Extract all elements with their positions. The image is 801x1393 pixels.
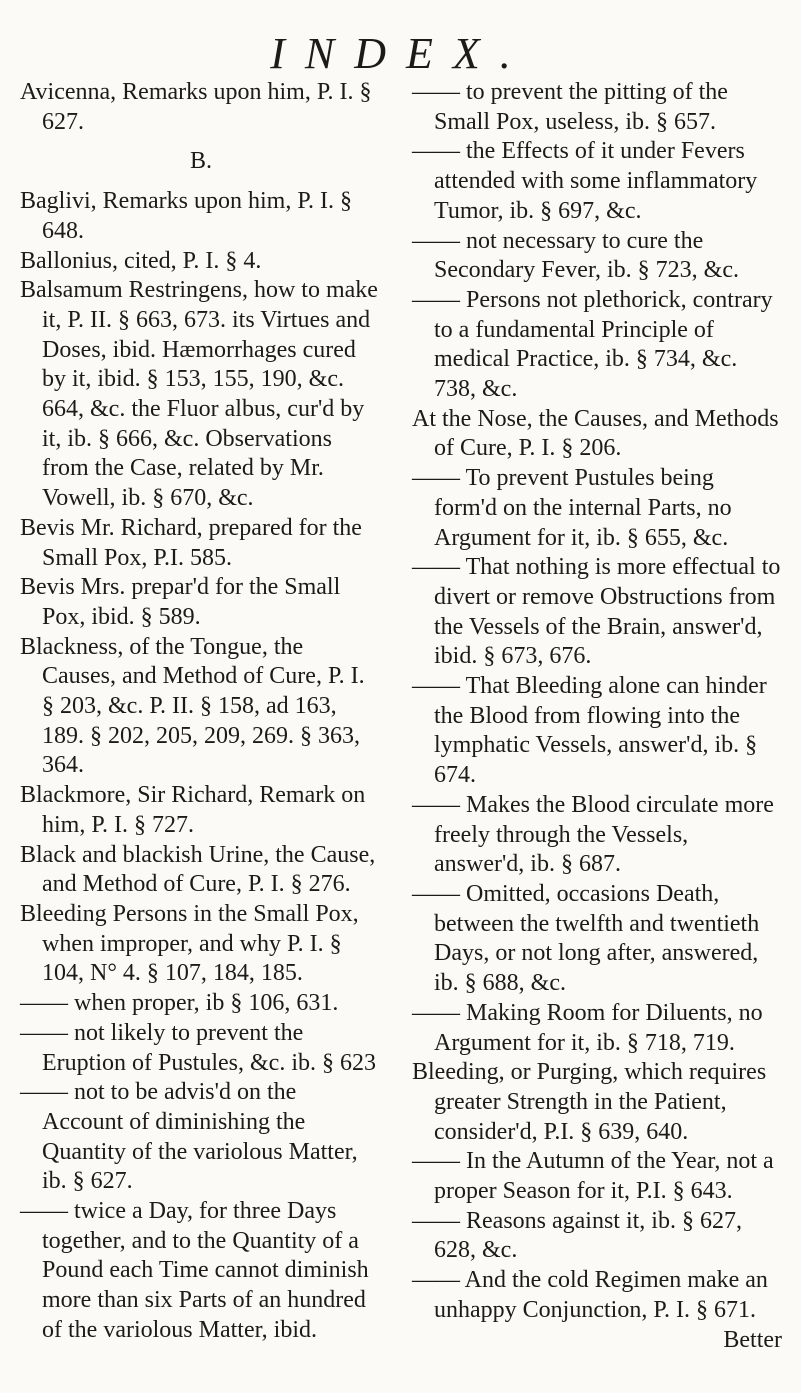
section-letter: B. [189,148,212,175]
index-entry: Balsamum Restringens, how to make it, P. II. § 663, 673. its Virtues and Doses, ibid. Hæmorrhages cured by it, ibid. § 153, 155, 190, &c. 664, &c. the Fluor albus, cur'd by it, ib. § 666, &c. Observations from the Case, related by Mr. Vowell, ib. § 670, &c. [20,277,378,512]
index-subentry: —— That nothing is more effectual to divert or remove Obstructions from the Vessels of the Brain, answer'd, ibid. § 673, 676. [412,554,781,670]
index-subentry: —— the Effects of it under Fevers attended with some inflammatory Tumor, ib. § 697, &c. [412,138,758,224]
index-subentry: —— In the Autumn of the Year, not a proper Season for it, P.I. § 643. [412,1148,774,1205]
index-subentry: —— And the cold Regimen make an unhappy Conjunction, P. I. § 671. [412,1267,768,1323]
index-subentry: —— That Bleeding alone can hinder the Blood from flowing into the lymphatic Vessels, answer'd, ib. § 674. [412,673,767,789]
index-subentry: —— not likely to prevent the Eruption of Pustules, &c. ib. § 623 [20,1019,376,1076]
index-subentry: —— Makes the Blood circulate more freely through the Vessels, answer'd, ib. § 687. [412,791,774,878]
left-column [20,78,382,1346]
index-entry: Baglivi, Remarks upon him, P. I. § 648. [20,188,352,244]
index-entry: Bevis Mrs. prepar'd for the Small Pox, ibid. § 589. [20,574,341,630]
index-subentry: —— Omitted, occasions Death, between the twelfth and twentieth Days, or not long after, answered, ib. § 688, &c. [412,880,760,997]
index-subentry: —— Making Room for Diluents, no Argument for it, ib. § 718, 719. [412,999,763,1056]
index-entry: Blackness, of the Tongue, the Causes, and Method of Cure, P. I. § 203, &c. P. II. § 158, ad 163, 189. § 202, 205, 209, 269. § 363, 364. [20,633,365,779]
index-entry: Blackmore, Sir Richard, Remark on him, P. I. § 727. [20,782,366,838]
index-entry: Avicenna, Remarks upon him, P. I. § 627. [20,79,372,135]
index-subentry: —— not necessary to cure the Secondary Fever, ib. § 723, &c. [412,227,739,284]
index-entry: Black and blackish Urine, the Cause, and Method of Cure, P. I. § 276. [20,841,376,898]
index-subentry: —— when proper, ib § 106, 631. [20,990,339,1017]
page-header: INDEX. [270,29,531,78]
index-subentry: —— Reasons against it, ib. § 627, 628, &c. [412,1207,742,1264]
index-entry: Ballonius, cited, P. I. § 4. [20,247,262,274]
index-entry: Bleeding, or Purging, which requires greater Strength in the Patient, consider'd, P.I. § 639, 640. [412,1059,767,1145]
index-entry: At the Nose, the Causes, and Methods of Cure, P. I. § 206. [412,405,779,462]
index-entry: Bleeding Persons in the Small Pox, when improper, and why P. I. § 104, N° 4. § 107, 184, 185. [20,900,359,987]
index-subentry: —— To prevent Pustules being form'd on the internal Parts, no Argument for it, ib. § 655, &c. [412,465,732,551]
catchword: Better [723,1326,782,1353]
index-subentry: —— to prevent the pitting of the Small Pox, useless, ib. § 657. [412,79,728,135]
index-subentry: —— twice a Day, for three Days together, and to the Quantity of a Pound each Time cannot diminish more than six Parts of an hundred of the variolous Matter, ibid. [20,1198,369,1343]
index-subentry: —— Persons not plethorick, contrary to a fundamental Principle of medical Practice, ib. § 734, &c. 738, &c. [412,286,773,403]
index-subentry: —— not to be advis'd on the Account of diminishing the Quantity of the variolous Matter, ib. § 627. [20,1079,358,1195]
right-column [412,78,782,1355]
index-entry: Bevis Mr. Richard, prepared for the Small Pox, P.I. 585. [20,514,362,571]
